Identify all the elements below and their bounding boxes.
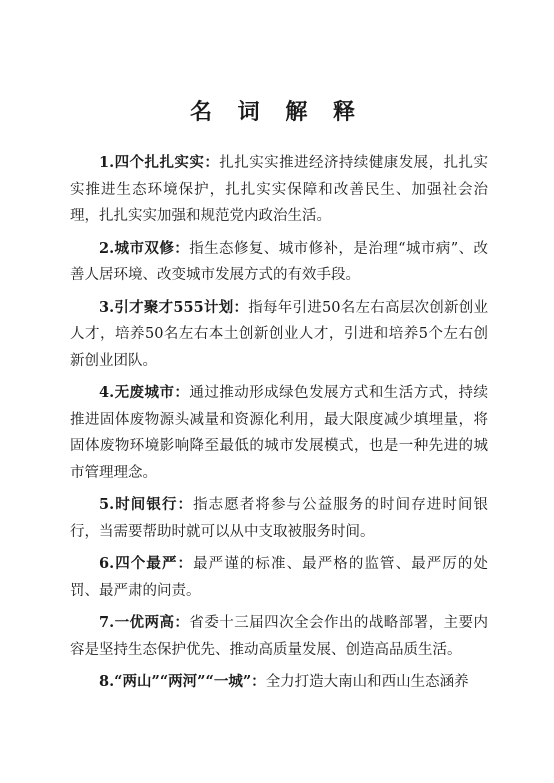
page-title: 名 词 解 释: [190, 99, 364, 125]
glossary-definition: 指每年引进50名左右高层次创新创业人才，培养50名左右本土创新创业人才，引进和培养5个左右创新创业团队。: [70, 299, 489, 369]
glossary-entry: [70, 150, 488, 230]
glossary-definition: 通过推动形成绿色发展方式和生活方式，持续推进固体废物源头减量和资源化利用，最大限度减少填埋量，将固体废物环境影响降至最低的城市发展模式，也是一种先进的城市管理理念。: [70, 385, 489, 481]
glossary-definition: 最严谨的标准、最严格的监管、最严厉的处罚、最严肃的问责。: [70, 556, 489, 599]
glossary-entry: [70, 236, 488, 289]
glossary-entry: [70, 492, 488, 545]
glossary-definition: 指志愿者将参与公益服务的时间存进时间银行，当需要帮助时就可以从中支取被服务时间。: [70, 497, 489, 540]
glossary-entry: [70, 380, 488, 486]
glossary-term: 1.四个扎扎实实：: [99, 154, 220, 171]
glossary-term: 3.引才聚才555计划：: [99, 298, 249, 316]
glossary-entry: [70, 295, 488, 375]
glossary-list: [70, 150, 488, 702]
glossary-entry: [70, 669, 488, 696]
glossary-term: 7.一优两高：: [99, 614, 190, 631]
glossary-term: 8.“两山”“两河”“一城”：: [99, 673, 266, 690]
glossary-term: 6.四个最严：: [99, 555, 194, 572]
glossary-definition: 全力打造大南山和西山生态涵养: [265, 674, 469, 690]
glossary-definition: 指生态修复、城市修补，是治理“城市病”、改善人居环境、改变城市发展方式的有效手段。: [70, 240, 488, 283]
glossary-definition: 扎扎实实推进经济持续健康发展，扎扎实实推进生态环境保护，扎扎实实保障和改善民生、加强社会治理，扎扎实实加强和规范党内政治生活。: [70, 155, 489, 224]
glossary-entry: [70, 610, 488, 663]
glossary-definition: 省委十三届四次全会作出的战略部署，主要内容是坚持生态保护优先、推动高质量发展、创造高品质生活。: [70, 615, 489, 658]
glossary-term: 5.时间银行：: [99, 496, 194, 513]
glossary-term: 4.无废城市：: [99, 384, 190, 401]
glossary-term: 2.城市双修：: [99, 239, 190, 257]
glossary-entry: [70, 551, 488, 604]
